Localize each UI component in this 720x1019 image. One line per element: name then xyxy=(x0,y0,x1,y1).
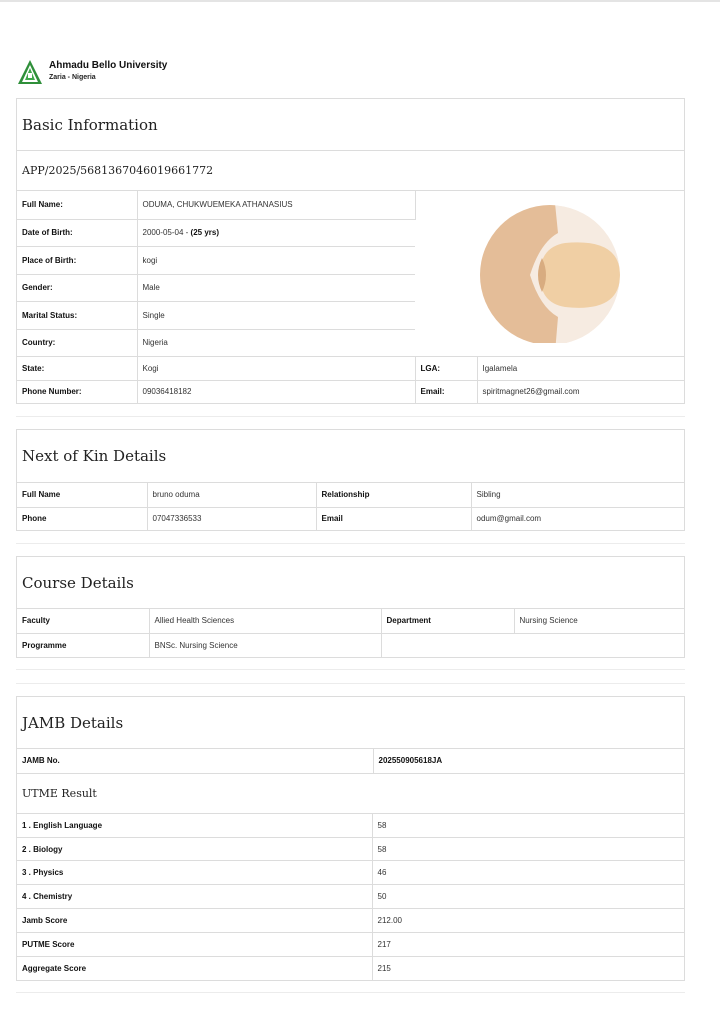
gender-value: Male xyxy=(137,274,415,301)
university-name: Ahmadu Bello University xyxy=(49,60,168,71)
utme-result-table xyxy=(17,814,684,980)
full-name-label: Full Name: xyxy=(17,191,137,219)
table-row xyxy=(17,633,684,657)
department-label: Department xyxy=(381,609,514,633)
jamb-number-label: JAMB No. xyxy=(17,749,373,773)
applicant-photo-placeholder-icon xyxy=(470,203,630,343)
date-of-birth-text: 2000-05-04 - xyxy=(142,228,191,237)
date-of-birth-label: Date of Birth: xyxy=(17,219,137,246)
faculty-value: Allied Health Sciences xyxy=(149,609,381,633)
utme-result-title: UTME Result xyxy=(17,774,684,814)
empty-cell xyxy=(381,633,684,657)
table-row xyxy=(17,749,684,773)
putme-score-label: PUTME Score xyxy=(17,933,372,957)
kin-phone-label: Phone xyxy=(17,507,147,530)
university-logo-icon xyxy=(16,58,44,86)
university-header xyxy=(16,56,167,88)
programme-value: BNSc. Nursing Science xyxy=(149,633,381,657)
aggregate-score-value: 215 xyxy=(377,963,391,973)
basic-information-title: Basic Information xyxy=(17,99,684,151)
putme-score-value: 217 xyxy=(372,933,684,957)
country-value: Nigeria xyxy=(137,329,415,356)
marital-status-label: Marital Status: xyxy=(17,301,137,329)
kin-relationship-value: Sibling xyxy=(471,483,684,507)
section-divider xyxy=(16,683,685,684)
kin-full-name-value: bruno oduma xyxy=(147,483,316,507)
basic-information-table xyxy=(17,191,684,403)
university-location: Zaria - Nigeria xyxy=(49,74,96,81)
kin-relationship-label: Relationship xyxy=(316,483,471,507)
table-row xyxy=(17,933,684,957)
basic-information-card xyxy=(16,98,685,404)
country-label: Country: xyxy=(17,329,137,356)
phone-number-value: 09036418182 xyxy=(137,380,415,403)
top-border xyxy=(0,0,720,2)
gender-label: Gender: xyxy=(17,274,137,301)
table-row xyxy=(17,191,684,219)
faculty-label: Faculty xyxy=(17,609,149,633)
section-divider xyxy=(16,416,685,417)
course-details-title: Course Details xyxy=(17,557,684,609)
application-number: APP/2025/5681367046019661772 xyxy=(17,151,684,191)
jamb-number-table xyxy=(17,749,684,774)
section-divider xyxy=(16,543,685,544)
programme-label: Programme xyxy=(17,633,149,657)
table-row xyxy=(17,885,684,909)
lga-value: Igalamela xyxy=(477,356,684,380)
course-details-table xyxy=(17,609,684,657)
course-details-card xyxy=(16,556,685,658)
photo-cell xyxy=(415,191,684,356)
next-of-kin-table xyxy=(17,483,684,530)
result-biology-label: 2 . Biology xyxy=(17,838,372,861)
result-chemistry-label: 4 . Chemistry xyxy=(17,885,372,909)
full-name-value: ODUMA, CHUKWUEMEKA ATHANASIUS xyxy=(137,191,415,219)
next-of-kin-card xyxy=(16,429,685,531)
email-label: Email: xyxy=(415,380,477,403)
table-row xyxy=(17,609,684,633)
result-physics-label: 3 . Physics xyxy=(17,861,372,885)
result-chemistry-value: 50 xyxy=(372,885,684,909)
age-text: (25 yrs) xyxy=(190,228,219,237)
table-row xyxy=(17,957,684,980)
date-of-birth-value xyxy=(137,219,415,246)
result-english-value: 58 xyxy=(372,814,684,838)
marital-status-value: Single xyxy=(137,301,415,329)
email-value: spiritmagnet26@gmail.com xyxy=(482,387,580,397)
section-divider xyxy=(16,669,685,670)
next-of-kin-title: Next of Kin Details xyxy=(17,430,684,483)
kin-email-label: Email xyxy=(316,507,471,530)
section-divider xyxy=(16,992,685,993)
department-value: Nursing Science xyxy=(514,609,684,633)
table-row xyxy=(17,814,684,838)
state-label: State: xyxy=(17,356,137,380)
jamb-score-value: 212.00 xyxy=(372,909,684,933)
kin-email-value: odum@gmail.com xyxy=(476,514,542,524)
table-row xyxy=(17,838,684,861)
phone-number-label: Phone Number: xyxy=(17,380,137,403)
table-row xyxy=(17,861,684,885)
kin-full-name-label: Full Name xyxy=(17,483,147,507)
lga-label: LGA: xyxy=(415,356,477,380)
table-row xyxy=(17,483,684,507)
place-of-birth-label: Place of Birth: xyxy=(17,246,137,274)
jamb-score-label: Jamb Score xyxy=(17,909,372,933)
state-value: Kogi xyxy=(137,356,415,380)
table-row xyxy=(17,909,684,933)
table-row xyxy=(17,380,684,403)
result-biology-value: 58 xyxy=(372,838,684,861)
result-physics-value: 46 xyxy=(372,861,684,885)
kin-phone-value: 07047336533 xyxy=(147,507,316,530)
table-row xyxy=(17,507,684,530)
aggregate-score-label: Aggregate Score xyxy=(17,957,372,980)
jamb-details-title: JAMB Details xyxy=(17,697,684,749)
place-of-birth-value: kogi xyxy=(137,246,415,274)
jamb-details-card xyxy=(16,696,685,981)
result-english-label: 1 . English Language xyxy=(17,814,372,838)
jamb-number-value: 202550905618JA xyxy=(373,749,684,773)
table-row xyxy=(17,356,684,380)
